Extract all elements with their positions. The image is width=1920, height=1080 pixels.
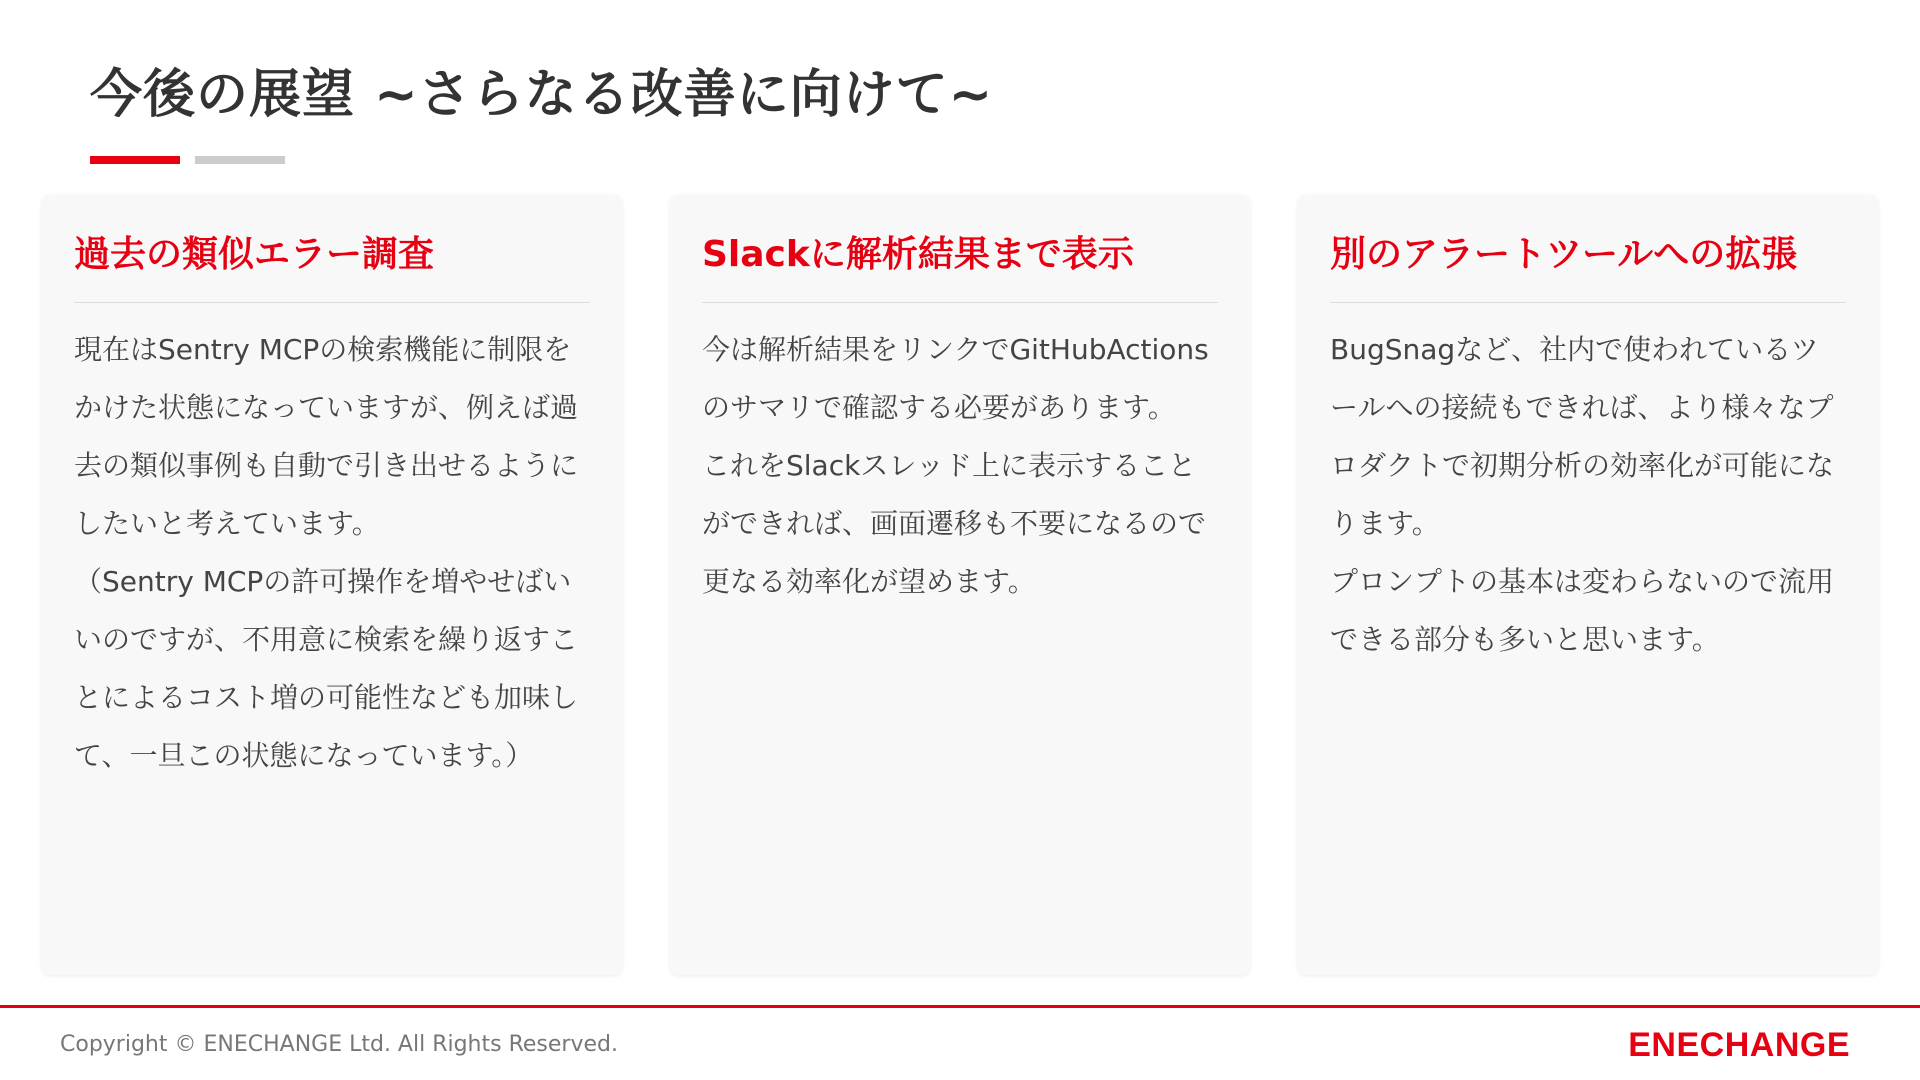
card-alert-tool-extension bbox=[1298, 195, 1878, 975]
card-paragraph: 現在はSentry MCPの検索機能に制限をかけた状態になっていますが、例えば過去の類似事例も自動で引き出せるようにしたいと考えています。 bbox=[74, 333, 579, 541]
card-body bbox=[1326, 303, 1846, 669]
card-paragraph: 今は解析結果をリンクでGitHubActionsのサマリで確認する必要があります。 bbox=[702, 333, 1209, 425]
page-title: 今後の展望 ~さらなる改善に向けて~ bbox=[90, 65, 994, 125]
card-body bbox=[70, 303, 590, 785]
card-title: 過去の類似エラー調査 bbox=[74, 233, 590, 303]
cards-container bbox=[42, 195, 1878, 975]
card-paragraph: プロンプトの基本は変わらないので流用できる部分も多いと思います。 bbox=[1330, 565, 1835, 657]
title-accent-bar-gray bbox=[195, 156, 285, 164]
card-title: 別のアラートツールへの拡張 bbox=[1330, 233, 1846, 303]
company-logo: ENECHANGE bbox=[1628, 1026, 1850, 1064]
title-accent-bar-red bbox=[90, 156, 180, 164]
copyright-text: Copyright © ENECHANGE Ltd. All Rights Reserved. bbox=[60, 1032, 618, 1057]
card-body bbox=[698, 303, 1218, 611]
card-past-error-investigation bbox=[42, 195, 622, 975]
card-paragraph: BugSnagなど、社内で使われているツールへの接続もできれば、より様々なプロダクトで初期分析の効率化が可能になります。 bbox=[1330, 333, 1835, 541]
card-paragraph: （Sentry MCPの許可操作を増やせばいいのですが、不用意に検索を繰り返すことによるコスト増の可能性なども加味して、一旦この状態になっています。） bbox=[74, 565, 579, 773]
footer-divider bbox=[0, 1005, 1920, 1008]
card-paragraph: これをSlackスレッド上に表示することができれば、画面遷移も不要になるので更なる効率化が望めます。 bbox=[702, 449, 1207, 599]
card-slack-display bbox=[670, 195, 1250, 975]
card-title: Slackに解析結果まで表示 bbox=[702, 233, 1218, 303]
